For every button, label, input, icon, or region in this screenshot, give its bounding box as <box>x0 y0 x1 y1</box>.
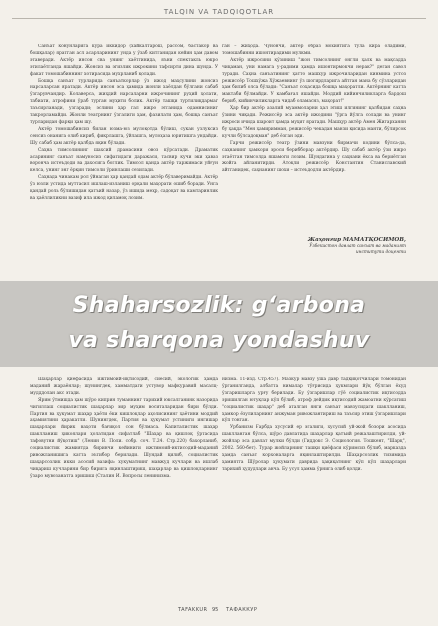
header-rule <box>12 18 426 19</box>
paragraph: Гарчи режиссёр театр ўзини мавзуни бирмачи кодини бўлса-да, саҳнанинг ҳамкори эроси берибборар актёрдир. Шу сабаб актёр ўзи ижро этаётган тимсолда яшамоги лозим. Шундагина у саҳнани ёкса ва бериётган жойга айланитирди. Атоқли режиссёр Константин Станиславский айтганидек, саҳнанинг шохи – истеъдодли актёрдир. <box>222 140 406 174</box>
paragraph: Саҳнада чинакам рол ўйнаган ҳар қандай одам актёр бўлаверимайди. Актёр ўз юзли устида муттасил ишлаш-изланиш орқали маҳорати ошиб боради. Унга қандай роль бўлишидан қатъий назар, ўз ишида меҳр, садоқат ва камтаринлик ва ҳаёллиликни вазиф ила ижод қиламоқ лозим. <box>30 175 218 201</box>
paragraph: Шаҳарлар қиёфасида ижтимоий-иқтисодий, сиёсий, экологик ҳамда маданий жараёнлар; шунингдек, хамматдаги устувор мафкуравий масалц-мудддолан акс этади. <box>30 377 218 396</box>
author-name: Жаҳонгир МАМАТҚОСИМОВ, <box>307 237 406 243</box>
title-line-2: va sharqona yondashuv <box>68 328 370 353</box>
page-number: 95 <box>212 607 219 613</box>
paragraph: Санъат конунларига кўра иккидор (хайкалтарош, рассом, бастакор ва бошқалар) яратган асл асарларининг унда у ўзаб китганидан кейин ҳам давом этаверади. Актёр инсон сва унинг хаётгинида, яъни спектакль юкро этилаётганда яшайди. Жонсиз ва эгизлик ижрокини тафсирти дина шунда. У факат томошабиннинг хотирасида мухрланиб қолади. <box>30 44 218 77</box>
footer-magazine-latin: TAFAKKUR <box>178 607 208 613</box>
article-column-top-left <box>30 44 218 281</box>
paragraph: Ярим ўтмишда ҳам шўро киприн туманнинг тарихий юксалганинк назорида чигиллаш социалистик шаҳарлар эир муҳим воситаларидан бири бўлди. Партия ва ҳукумат шаҳар ҳаёти ёки кишлоқлар аҳолисининг ҳаётини моддий аҳамиятини ҳаракатли. Шунингдек, Партия ва ҳукумат устиниги ингишар шаҳарлари йирик ваҳоти бағиқол сон бўлмаса. Капиталистик шаҳар шаклланиш ҳикоялари ҳолатидан сифатлаб "Шаҳар ва қишлоқ ўртасида тафовутни йўқотиш" (Ленин В. Поли. собр. соч. Т.24. Стр.220) бахорланиб, социалистик жамиятда биринчи кейиниги ижтимоий-иктисодий-маданий ривожланишига катта эътибор берилади. Шундай қилиб, социалистик шаҳарсозлик икки асосий вазифа: хукуматнинг мавжуд кучлари ва ишлаб чиқариш кучларини бир бирига яқинлаштириш, шаҳарлар ва қишлоқларнинг ўзаро мувозанатга эришиш (Сталин И. Вопросы ленинизма. <box>30 397 218 479</box>
footer-magazine-cyrillic: ТАФАККУР <box>226 607 258 613</box>
paragraph: ган – жиҳода. Чунончи, актёр образ мохиятига тўла кира оладими, томошабинни ишонтирадими мулкми. <box>222 44 406 56</box>
paragraph: низма. 11-изд. Стр.457). Мазкур мавзу ўша давр тадқиқотчилари томонидан ўрганилганда, албатта нималар тўғрисида ҳукмлари йўқ бўлган ёхуд ўзгаришларга урғу берилади. Бу ўзгаришлар гўё социалистик иқтисодда эришилган ютуқлар кўп бўлиб, атроф дейдик иқтисодий жамоатни кўрсатиш "социалистик шаҳар" деб аталган янги санъат мавзусидаги шаклланиш, ҳамкор ёзулиларнинг анжуман ривожлантириш ва таъсир этиш ўзгаришлари кўп тонган. <box>222 377 406 424</box>
author-affiliation: Ўзбекистон давлат санъат ва маданият <box>309 244 406 249</box>
author-signature <box>236 236 406 256</box>
paragraph: Урбанизм Ғарбда хусусий ер эгалиги, хусусий уй-жой бозори асосида шаклланган бўлса, шўро давлатида шаҳарлар қатъий режалаштирилди, уй-жойлар эса давлат мулки бўлди (Гиддокс Э. Социология. Тошкент, "Шарқ", 2002. 560-бет). Турар жойларнинг ташқи қиёфаси кўримсиз бўлиб, марказда ҳамда санъат корхоналарга яқинлаштирилди. Шаҳарсозлик тизимида ҳамиятга Шўролар ҳукумати даврида ҳақиқатнинг кўп кўп шаҳарлари тарихий ҳудудлари анча. Бу усул ҳамма ўрнига олиб қолди. <box>222 425 406 472</box>
article-column-bottom-right <box>222 377 406 592</box>
article-column-top-right <box>222 44 406 234</box>
page-footer <box>0 607 438 617</box>
paragraph: Актёр томошабинсиз билан юзма-юз мулоқотда бўлиш, сукан узлуксиз сенсиз онанига олиб кириб, фикрлашга, ўйлашга, мулоҳаза юритишга ундайди. Шу сабаб ҳам актёр қалбда яқин бўлади. <box>30 126 218 146</box>
paragraph: Саҳна тимсолининг шахсий драмасини овоз кўрсатади. Драматик асарининг санъат намуносиз сифатидаги даражаси, тасвир кучи эки ҳаваз воронча истеъдоди ва дахосига боглик. Тимсол қанда актёр таржимаси уйғун келса, унинг энг ёрқин тимсоли ўринлаши сезилади. <box>30 147 218 174</box>
author-position: институти доценти <box>355 250 406 255</box>
paragraph: Бошқа санъат турларида санъаткорлар ўз ижод маҳсулини жонсиз нарсаларсан яратади. Актёр инсон эса ҳамида жонли хаёлдан бўлгани сабаб ўзгарувчандир. Колаверса, жиҳдий нарсаларни ижрочининг руҳий ҳолати, табиати, атрофини ўраб турган муҳити болик. Актёр ташқи туртилиқдармаг таъсирланади, узгаради; эслини ҳар гал ижро этганида одамнисиниг такрорламайди. Жонли театрнинг ўзгалиги ҳам, фазилати ҳам, бошқа санъат турларидан фарқи ҳам шу. <box>30 78 218 125</box>
title-line-1: Shaharsozlik: g‘arbona <box>72 293 366 318</box>
paragraph: Ҳар бир актёр азалий муаммоларни ҳал этиш илгининг қалбидан саҳна ўзини чиқади. Режиссёр эса актёр ижодини "ўрга йўлга солади ва унинг ижроси ичида шароит ҳамда муҳит яратади. Машҳур актёр Амен Жигарханян бу ҳақда "Мен ҳамиримман, режиссёр чекадан манзи қисида манти, бўлирсок кучли бўлсадоқман" деб ёзган эди. <box>222 106 406 139</box>
running-header: TALQIN VA TADQIQOTLAR <box>163 8 275 16</box>
article-column-bottom-left <box>30 377 218 592</box>
article-title <box>0 288 438 358</box>
paragraph: Актёр ижросини қўзиниш "жон тимсолнинг онгли ҳалк ва мақсадда чиқаман, уни намага у-радими ҳамда ишонтирмокчи нерак?" деган савол туради. Саҳна санъатининг ҳатто машхур ижрочиларидан кинмина устоз режиссёр Тошхўжа Хўжаевнинг ўз шогирдларига айтган мана бу сўзларидан ҳам билиб олса бўлади: "Санъат соҳасида бошқа маҳоратли. Актёрнинг катта мактаби бўлмайди. У камбағал яшайди. Моддий кийинчиликларга бардош бериб, кийинчиликларга чидаб оламаснз, маҳорат!" <box>222 57 406 105</box>
